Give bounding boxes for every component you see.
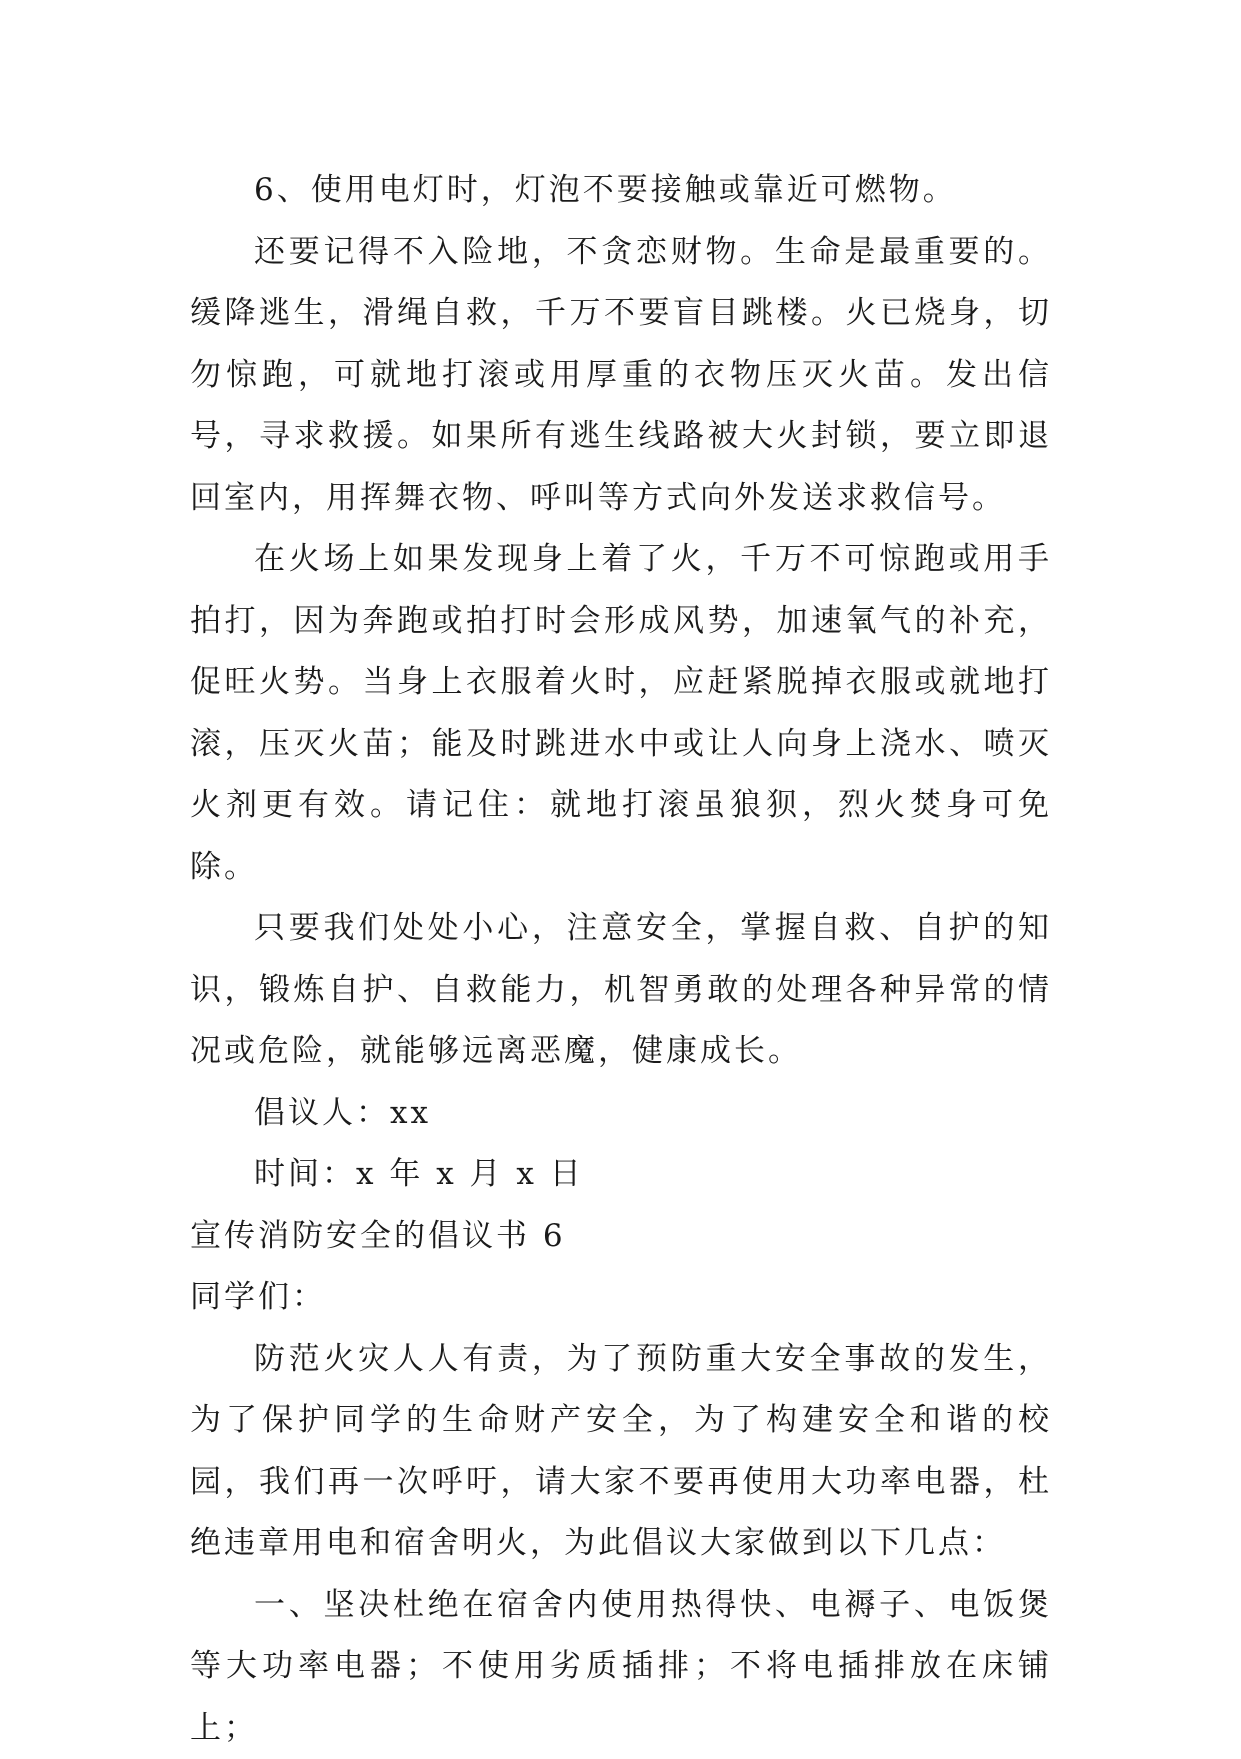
paragraph-intro-proposal: 防范火灾人人有责，为了预防重大安全事故的发生，为了保护同学的生命财产安全，为了构建安全和谐的校园，我们再一次呼吁，请大家不要再使用大功率电器，杜绝违章用电和宿舍明火，为此倡议大家做到以下几点： xyxy=(190,1329,1052,1575)
salutation: 同学们： xyxy=(190,1267,1052,1329)
section-title: 宣传消防安全的倡议书 6 xyxy=(190,1206,1052,1268)
paragraph-escape-advice: 还要记得不入险地，不贪恋财物。生命是最重要的。缓降逃生，滑绳自救，千万不要盲目跳楼。火已烧身，切勿惊跑，可就地打滚或用厚重的衣物压灭火苗。发出信号，寻求救援。如果所有逃生线路被大火封锁，要立即退回室内，用挥舞衣物、呼叫等方式向外发送求救信号。 xyxy=(190,222,1052,530)
paragraph-point-one: 一、坚决杜绝在宿舍内使用热得快、电褥子、电饭煲等大功率电器；不使用劣质插排；不将电插排放在床铺上； xyxy=(190,1575,1052,1759)
paragraph-clothes-on-fire: 在火场上如果发现身上着了火，千万不可惊跑或用手拍打，因为奔跑或拍打时会形成风势，加速氧气的补充，促旺火势。当身上衣服着火时，应赶紧脱掉衣服或就地打滚，压灭火苗；能及时跳进水中或让人向身上浇水、喷灭火剂更有效。请记住：就地打滚虽狼狈，烈火焚身可免除。 xyxy=(190,529,1052,898)
paragraph-conclusion: 只要我们处处小心，注意安全，掌握自救、自护的知识，锻炼自护、自救能力，机智勇敢的处理各种异常的情况或危险，就能够远离恶魔，健康成长。 xyxy=(190,898,1052,1083)
paragraph-light-bulb-rule: 6、使用电灯时，灯泡不要接触或靠近可燃物。 xyxy=(190,160,1052,222)
signature-date: 时间：x 年 x 月 x 日 xyxy=(190,1144,1052,1206)
signature-proposer: 倡议人：xx xyxy=(190,1083,1052,1145)
document-body xyxy=(190,160,1052,1759)
